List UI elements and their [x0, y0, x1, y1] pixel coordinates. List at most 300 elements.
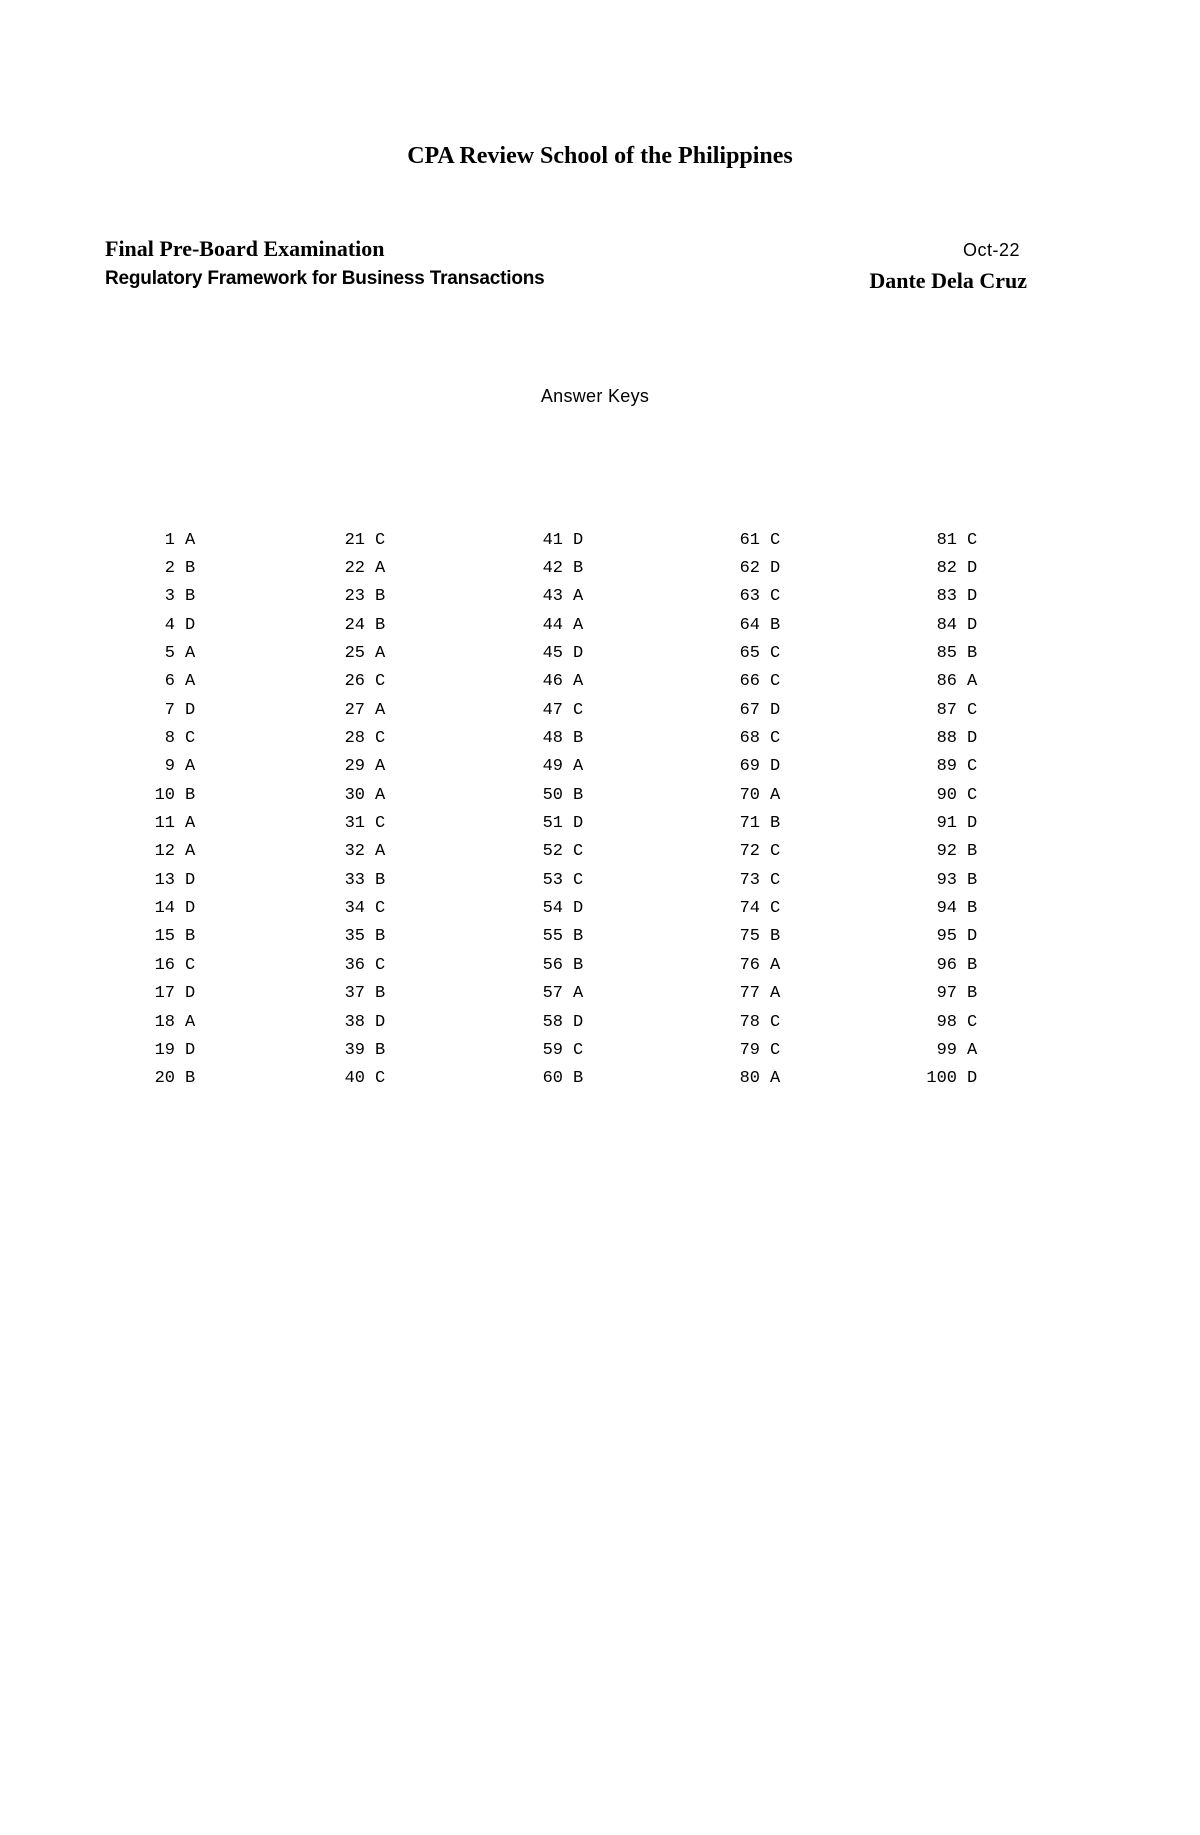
answer-letter: D	[573, 530, 584, 550]
question-number: 7	[164, 700, 175, 720]
answer-row	[700, 639, 820, 667]
answer-row	[700, 611, 820, 639]
answer-letter: D	[185, 899, 196, 919]
answer-row	[897, 724, 1017, 752]
question-number: 24	[344, 615, 365, 635]
answer-row	[503, 554, 623, 582]
answer-row	[115, 923, 235, 951]
question-number: 34	[344, 899, 365, 919]
answer-column	[115, 526, 235, 1093]
answer-row	[305, 668, 425, 696]
answer-letter: D	[185, 615, 196, 635]
exam-date: Oct-22	[962, 240, 1020, 260]
answer-letter: A	[185, 530, 196, 550]
answer-row	[115, 894, 235, 922]
answer-letter: D	[573, 644, 584, 664]
question-number: 41	[542, 530, 563, 550]
question-number: 74	[739, 899, 760, 919]
answer-row	[503, 894, 623, 922]
question-number: 64	[739, 615, 760, 635]
answer-letter: C	[573, 700, 584, 720]
answer-letter: B	[770, 615, 781, 635]
answer-column	[503, 526, 623, 1093]
answer-letter: B	[573, 785, 584, 805]
answer-row	[305, 554, 425, 582]
question-number: 100	[926, 1069, 957, 1089]
answer-letter: A	[375, 842, 386, 862]
question-number: 51	[542, 814, 563, 834]
answer-letter: B	[573, 955, 584, 975]
answer-row	[700, 696, 820, 724]
answer-letter: C	[770, 1040, 781, 1060]
answer-row	[305, 838, 425, 866]
answer-row	[115, 753, 235, 781]
answer-letter: B	[967, 984, 978, 1004]
question-number: 9	[164, 757, 175, 777]
question-number: 90	[936, 785, 957, 805]
question-number: 81	[936, 530, 957, 550]
answer-letter: C	[573, 870, 584, 890]
answer-row	[700, 838, 820, 866]
question-number: 49	[542, 757, 563, 777]
question-number: 96	[936, 955, 957, 975]
question-number: 70	[739, 785, 760, 805]
answer-letter: A	[573, 984, 584, 1004]
answer-letter: B	[770, 927, 781, 947]
school-title: CPA Review School of the Philippines	[407, 143, 793, 169]
question-number: 85	[936, 644, 957, 664]
answer-row	[503, 809, 623, 837]
answer-letter: D	[770, 559, 781, 579]
answer-row	[503, 668, 623, 696]
question-number: 52	[542, 842, 563, 862]
answer-column	[897, 526, 1017, 1093]
answer-letter: B	[967, 899, 978, 919]
question-number: 39	[344, 1040, 365, 1060]
answer-letter: B	[375, 615, 386, 635]
answer-letter: A	[185, 814, 196, 834]
question-number: 17	[154, 984, 175, 1004]
answer-letter: C	[375, 814, 386, 834]
question-number: 78	[739, 1012, 760, 1032]
answer-row	[503, 951, 623, 979]
question-number: 14	[154, 899, 175, 919]
question-number: 66	[739, 672, 760, 692]
answer-row	[897, 781, 1017, 809]
answer-row	[897, 668, 1017, 696]
answer-letter: B	[967, 870, 978, 890]
question-number: 22	[344, 559, 365, 579]
question-number: 80	[739, 1069, 760, 1089]
question-number: 37	[344, 984, 365, 1004]
question-number: 71	[739, 814, 760, 834]
answer-row	[305, 809, 425, 837]
answer-row	[700, 781, 820, 809]
question-number: 68	[739, 729, 760, 749]
question-number: 12	[154, 842, 175, 862]
answer-row	[700, 1008, 820, 1036]
question-number: 21	[344, 530, 365, 550]
answer-row	[897, 809, 1017, 837]
answer-row	[897, 923, 1017, 951]
question-number: 28	[344, 729, 365, 749]
answer-row	[503, 980, 623, 1008]
answer-row	[115, 781, 235, 809]
answer-letter: B	[375, 587, 386, 607]
question-number: 30	[344, 785, 365, 805]
question-number: 33	[344, 870, 365, 890]
answer-letter: B	[375, 984, 386, 1004]
answer-row	[503, 1036, 623, 1064]
answer-letter: B	[375, 927, 386, 947]
question-number: 82	[936, 559, 957, 579]
question-number: 79	[739, 1040, 760, 1060]
question-number: 46	[542, 672, 563, 692]
answer-letter: C	[770, 729, 781, 749]
answer-letter: A	[770, 785, 781, 805]
answer-letter: B	[967, 644, 978, 664]
answer-row	[700, 1065, 820, 1093]
answer-row	[503, 639, 623, 667]
question-number: 4	[164, 615, 175, 635]
answer-letter: D	[573, 814, 584, 834]
question-number: 94	[936, 899, 957, 919]
answer-row	[897, 1008, 1017, 1036]
question-number: 93	[936, 870, 957, 890]
answer-letter: A	[770, 955, 781, 975]
question-number: 55	[542, 927, 563, 947]
answer-row	[897, 583, 1017, 611]
answer-row	[897, 611, 1017, 639]
answer-row	[115, 1065, 235, 1093]
answer-row	[503, 923, 623, 951]
question-number: 6	[164, 672, 175, 692]
answer-letter: A	[967, 1040, 978, 1060]
question-number: 10	[154, 785, 175, 805]
answer-letter: A	[573, 615, 584, 635]
answer-letter: C	[375, 955, 386, 975]
answer-letter: D	[770, 700, 781, 720]
answer-letter: A	[185, 1012, 196, 1032]
answer-row	[503, 611, 623, 639]
answer-row	[115, 583, 235, 611]
answer-row	[115, 526, 235, 554]
answer-letter: C	[770, 530, 781, 550]
question-number: 13	[154, 870, 175, 890]
answer-letter: D	[185, 984, 196, 1004]
question-number: 38	[344, 1012, 365, 1032]
answer-letter: D	[573, 899, 584, 919]
answer-letter: B	[185, 1069, 196, 1089]
answer-row	[305, 696, 425, 724]
answer-row	[305, 724, 425, 752]
answer-row	[305, 866, 425, 894]
question-number: 2	[164, 559, 175, 579]
answer-letter: A	[375, 559, 386, 579]
question-number: 19	[154, 1040, 175, 1060]
answer-row	[897, 554, 1017, 582]
answer-row	[115, 1008, 235, 1036]
answer-letter: D	[185, 1040, 196, 1060]
answer-row	[700, 951, 820, 979]
answer-letter: D	[573, 1012, 584, 1032]
answer-row	[897, 980, 1017, 1008]
question-number: 97	[936, 984, 957, 1004]
answer-letter: D	[967, 927, 978, 947]
answer-letter: D	[185, 870, 196, 890]
answer-row	[503, 696, 623, 724]
answer-row	[897, 1036, 1017, 1064]
answer-row	[700, 809, 820, 837]
answer-letter: B	[967, 842, 978, 862]
answer-row	[700, 753, 820, 781]
answer-letter: D	[967, 1069, 978, 1089]
answer-row	[700, 583, 820, 611]
answer-row	[305, 980, 425, 1008]
question-number: 25	[344, 644, 365, 664]
answer-letter: D	[967, 814, 978, 834]
answer-letter: B	[573, 559, 584, 579]
question-number: 35	[344, 927, 365, 947]
answer-row	[305, 894, 425, 922]
answer-letter: A	[573, 587, 584, 607]
answer-letter: C	[967, 757, 978, 777]
question-number: 31	[344, 814, 365, 834]
answer-letter: B	[185, 927, 196, 947]
answer-row	[115, 951, 235, 979]
question-number: 67	[739, 700, 760, 720]
answer-letter: D	[967, 615, 978, 635]
answer-row	[503, 583, 623, 611]
answer-row	[700, 894, 820, 922]
answer-letter: B	[375, 870, 386, 890]
question-number: 60	[542, 1069, 563, 1089]
answer-row	[897, 639, 1017, 667]
question-number: 1	[164, 530, 175, 550]
answer-row	[897, 894, 1017, 922]
answer-letter: A	[375, 700, 386, 720]
answer-row	[305, 781, 425, 809]
question-number: 62	[739, 559, 760, 579]
answer-row	[700, 923, 820, 951]
answer-row	[115, 611, 235, 639]
answer-letter: C	[967, 785, 978, 805]
answer-letter: B	[573, 729, 584, 749]
answer-row	[503, 838, 623, 866]
answer-row	[700, 724, 820, 752]
answer-letter: D	[967, 559, 978, 579]
question-number: 61	[739, 530, 760, 550]
question-number: 27	[344, 700, 365, 720]
question-number: 54	[542, 899, 563, 919]
answer-row	[897, 526, 1017, 554]
answer-letter: A	[375, 644, 386, 664]
question-number: 44	[542, 615, 563, 635]
answer-row	[115, 639, 235, 667]
answer-letter: C	[967, 530, 978, 550]
answer-row	[305, 951, 425, 979]
answer-letter: D	[967, 587, 978, 607]
answer-row	[503, 1008, 623, 1036]
answer-letter: A	[967, 672, 978, 692]
question-number: 53	[542, 870, 563, 890]
answer-column	[700, 526, 820, 1093]
question-number: 75	[739, 927, 760, 947]
answer-letter: C	[375, 530, 386, 550]
answer-letter: B	[185, 559, 196, 579]
question-number: 58	[542, 1012, 563, 1032]
question-number: 29	[344, 757, 365, 777]
question-number: 76	[739, 955, 760, 975]
question-number: 98	[936, 1012, 957, 1032]
answer-row	[305, 923, 425, 951]
question-number: 59	[542, 1040, 563, 1060]
answer-letter: A	[185, 644, 196, 664]
answer-row	[115, 809, 235, 837]
question-number: 84	[936, 615, 957, 635]
answer-letter: C	[770, 672, 781, 692]
answer-letter: C	[770, 1012, 781, 1032]
answer-row	[305, 583, 425, 611]
answer-letter: C	[375, 899, 386, 919]
question-number: 92	[936, 842, 957, 862]
question-number: 36	[344, 955, 365, 975]
question-number: 23	[344, 587, 365, 607]
answer-row	[897, 753, 1017, 781]
question-number: 91	[936, 814, 957, 834]
answer-row	[700, 980, 820, 1008]
answer-row	[700, 668, 820, 696]
answer-letter: D	[185, 700, 196, 720]
answer-letter: C	[185, 955, 196, 975]
answer-letter: C	[967, 1012, 978, 1032]
question-number: 99	[936, 1040, 957, 1060]
answer-column	[305, 526, 425, 1093]
answer-letter: C	[573, 842, 584, 862]
question-number: 77	[739, 984, 760, 1004]
answer-letter: B	[573, 927, 584, 947]
answer-row	[700, 1036, 820, 1064]
subject-title: Regulatory Framework for Business Transactions	[105, 268, 545, 289]
answer-keys-title: Answer Keys	[540, 386, 650, 406]
question-number: 3	[164, 587, 175, 607]
answer-row	[115, 866, 235, 894]
answer-row	[700, 866, 820, 894]
answer-letter: B	[967, 955, 978, 975]
question-number: 86	[936, 672, 957, 692]
answer-letter: B	[185, 587, 196, 607]
answer-letter: C	[967, 700, 978, 720]
question-number: 15	[154, 927, 175, 947]
answer-row	[503, 753, 623, 781]
answer-row	[115, 696, 235, 724]
question-number: 11	[154, 814, 175, 834]
answer-letter: A	[770, 1069, 781, 1089]
answer-letter: A	[770, 984, 781, 1004]
answer-letter: C	[770, 899, 781, 919]
answer-row	[115, 554, 235, 582]
question-number: 57	[542, 984, 563, 1004]
answer-letter: C	[573, 1040, 584, 1060]
question-number: 16	[154, 955, 175, 975]
answer-letter: B	[375, 1040, 386, 1060]
answer-letter: D	[770, 757, 781, 777]
answer-row	[115, 668, 235, 696]
question-number: 48	[542, 729, 563, 749]
answer-letter: C	[375, 672, 386, 692]
answer-row	[305, 526, 425, 554]
question-number: 45	[542, 644, 563, 664]
question-number: 32	[344, 842, 365, 862]
question-number: 89	[936, 757, 957, 777]
answer-letter: C	[770, 587, 781, 607]
answer-row	[305, 611, 425, 639]
question-number: 95	[936, 927, 957, 947]
answer-row	[897, 696, 1017, 724]
question-number: 42	[542, 559, 563, 579]
answer-row	[897, 1065, 1017, 1093]
reviewer-name: Dante Dela Cruz	[869, 268, 1027, 293]
question-number: 8	[164, 729, 175, 749]
answer-letter: C	[770, 842, 781, 862]
question-number: 65	[739, 644, 760, 664]
answer-row	[700, 554, 820, 582]
answer-letter: C	[375, 729, 386, 749]
question-number: 40	[344, 1069, 365, 1089]
question-number: 18	[154, 1012, 175, 1032]
answer-letter: C	[375, 1069, 386, 1089]
answer-row	[115, 838, 235, 866]
question-number: 20	[154, 1069, 175, 1089]
answer-row	[700, 526, 820, 554]
answer-row	[305, 1036, 425, 1064]
answer-letter: C	[770, 644, 781, 664]
answer-row	[115, 724, 235, 752]
question-number: 87	[936, 700, 957, 720]
answer-row	[503, 781, 623, 809]
question-number: 26	[344, 672, 365, 692]
question-number: 50	[542, 785, 563, 805]
answer-letter: A	[185, 842, 196, 862]
answer-letter: A	[375, 757, 386, 777]
answer-letter: A	[375, 785, 386, 805]
answer-letter: B	[770, 814, 781, 834]
answer-row	[305, 753, 425, 781]
answer-letter: B	[185, 785, 196, 805]
question-number: 69	[739, 757, 760, 777]
question-number: 88	[936, 729, 957, 749]
question-number: 83	[936, 587, 957, 607]
question-number: 47	[542, 700, 563, 720]
answer-letter: D	[967, 729, 978, 749]
answer-letter: A	[185, 757, 196, 777]
answer-row	[115, 980, 235, 1008]
answer-row	[305, 639, 425, 667]
answer-letter: A	[185, 672, 196, 692]
answer-row	[503, 866, 623, 894]
question-number: 73	[739, 870, 760, 890]
answer-row	[503, 724, 623, 752]
answer-row	[305, 1008, 425, 1036]
answer-row	[897, 951, 1017, 979]
answer-row	[503, 1065, 623, 1093]
answer-letter: C	[185, 729, 196, 749]
answer-row	[897, 838, 1017, 866]
exam-title: Final Pre-Board Examination	[105, 236, 385, 261]
question-number: 63	[739, 587, 760, 607]
question-number: 5	[164, 644, 175, 664]
answer-row	[503, 526, 623, 554]
